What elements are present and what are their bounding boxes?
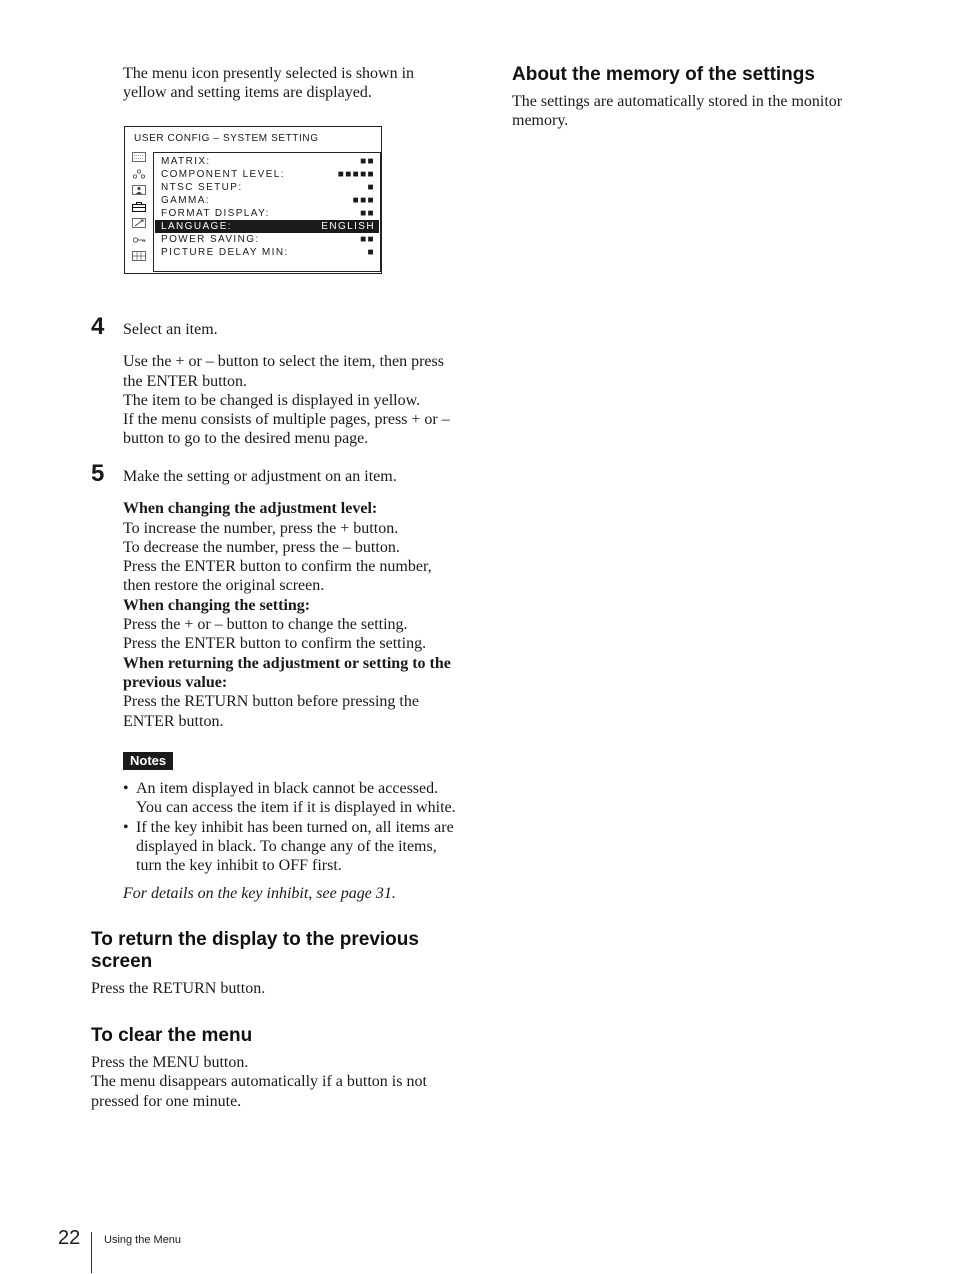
page-number: 22: [58, 1227, 81, 1249]
intro-line: yellow and setting items are displayed.: [123, 84, 372, 102]
menu-row-ntsc-setup: [155, 181, 379, 194]
section-heading-memory: About the memory of the settings: [512, 64, 815, 85]
subheading: When changing the setting:: [123, 596, 311, 614]
heading-line: screen: [91, 951, 153, 972]
body-line: The settings are automatically stored in the monitor: [512, 93, 843, 110]
toolbox-icon: [132, 202, 146, 212]
menu-row-value: ■■■■■: [337, 169, 375, 180]
note-line: turn the key inhibit to OFF first.: [136, 857, 342, 875]
wrench-icon: [132, 218, 146, 228]
menu-row-value: ■: [367, 182, 375, 193]
note-item: [123, 779, 473, 818]
subheading: When changing the adjustment level:: [123, 500, 378, 518]
step-5-body: [123, 467, 473, 731]
step-line: To increase the number, press the + button.: [123, 519, 399, 537]
step-line: the ENTER button.: [123, 372, 247, 390]
step-4-body: [123, 320, 473, 449]
body-line: Press the MENU button.: [91, 1054, 249, 1071]
note-item: [123, 818, 473, 876]
step-number: 5: [91, 460, 105, 487]
notes-list: [123, 779, 473, 875]
menu-icon-column: [129, 152, 149, 268]
menu-row-label: COMPONENT LEVEL:: [161, 169, 285, 180]
step-line: Press the RETURN button before pressing the: [123, 693, 419, 711]
person-icon: [132, 185, 146, 195]
menu-row-language-selected: [155, 220, 379, 233]
menu-row-value: ■■■: [352, 195, 375, 206]
step-number: 4: [91, 313, 105, 340]
menu-row-component-level: [155, 168, 379, 181]
section-heading-return: [91, 929, 419, 973]
notes-badge: Notes: [123, 752, 173, 770]
intro-text: [123, 64, 414, 103]
menu-row-label: POWER SAVING:: [161, 234, 260, 245]
menu-row-value: ■■: [360, 156, 375, 167]
component-icon: [132, 169, 146, 179]
menu-row-label: NTSC SETUP:: [161, 182, 243, 193]
subheading: previous value:: [123, 673, 228, 691]
menu-items-panel: [153, 152, 381, 272]
menu-row-gamma: [155, 194, 379, 207]
note-line: displayed in black. To change any of the items,: [136, 837, 437, 855]
memory-section-body: [512, 92, 842, 131]
step-line: If the menu consists of multiple pages, press + or –: [123, 411, 450, 429]
step-line: Press the ENTER button to confirm the setting.: [123, 635, 427, 653]
heading-line: To return the display to the previous: [91, 929, 419, 950]
note-line: If the key inhibit has been turned on, all items are: [136, 818, 454, 836]
step-title: Select an item.: [123, 321, 218, 338]
note-line: An item displayed in black cannot be accessed.: [136, 780, 439, 797]
grid-icon: [132, 251, 146, 261]
menu-row-label: LANGUAGE:: [161, 221, 232, 232]
menu-screen-title: USER CONFIG – SYSTEM SETTING: [134, 133, 319, 144]
step-line: Press the ENTER button to confirm the number,: [123, 558, 432, 576]
body-line: The menu disappears automatically if a button is not: [91, 1073, 427, 1091]
step-line: button to go to the desired menu page.: [123, 430, 369, 448]
menu-row-value: ■: [367, 247, 375, 258]
bullet-icon: •: [123, 780, 129, 797]
footer-divider: [91, 1232, 92, 1273]
key-icon: [132, 235, 146, 245]
menu-row-label: MATRIX:: [161, 156, 211, 167]
menu-row-label: FORMAT DISPLAY:: [161, 208, 270, 219]
body-line: pressed for one minute.: [91, 1092, 242, 1110]
menu-row-label: PICTURE DELAY MIN:: [161, 247, 289, 258]
menu-row-value: ■■: [360, 234, 375, 245]
section-heading-clear: To clear the menu: [91, 1025, 253, 1046]
matrix-icon: [132, 152, 146, 162]
step-line: Use the + or – button to select the item, then press: [123, 353, 444, 371]
step-title: Make the setting or adjustment on an item.: [123, 468, 397, 485]
menu-row-label: GAMMA:: [161, 195, 210, 206]
note-line: You can access the item if it is displayed in white.: [136, 799, 456, 817]
bullet-icon: •: [123, 818, 129, 836]
menu-row-picture-delay-min: [155, 246, 379, 259]
menu-row-value: ENGLISH: [321, 221, 375, 232]
step-line: To decrease the number, press the – button.: [123, 538, 400, 556]
menu-row-matrix: [155, 155, 379, 168]
step-line: The item to be changed is displayed in yellow.: [123, 391, 421, 409]
intro-line: The menu icon presently selected is shown in: [123, 65, 415, 82]
subheading: When returning the adjustment or setting to the: [123, 654, 451, 672]
menu-row-format-display: [155, 207, 379, 220]
step-line: ENTER button.: [123, 712, 224, 730]
menu-row-power-saving: [155, 233, 379, 246]
step-line: then restore the original screen.: [123, 577, 325, 595]
step-line: Press the + or – button to change the setting.: [123, 616, 408, 634]
clear-section-body: [91, 1053, 427, 1111]
footer-section-label: Using the Menu: [104, 1234, 182, 1246]
return-section-body: Press the RETURN button.: [91, 980, 266, 997]
menu-row-value: ■■: [360, 208, 375, 219]
menu-screen-illustration: [124, 126, 382, 274]
body-line: memory.: [512, 112, 569, 130]
note-reference: For details on the key inhibit, see page 31.: [123, 885, 396, 902]
